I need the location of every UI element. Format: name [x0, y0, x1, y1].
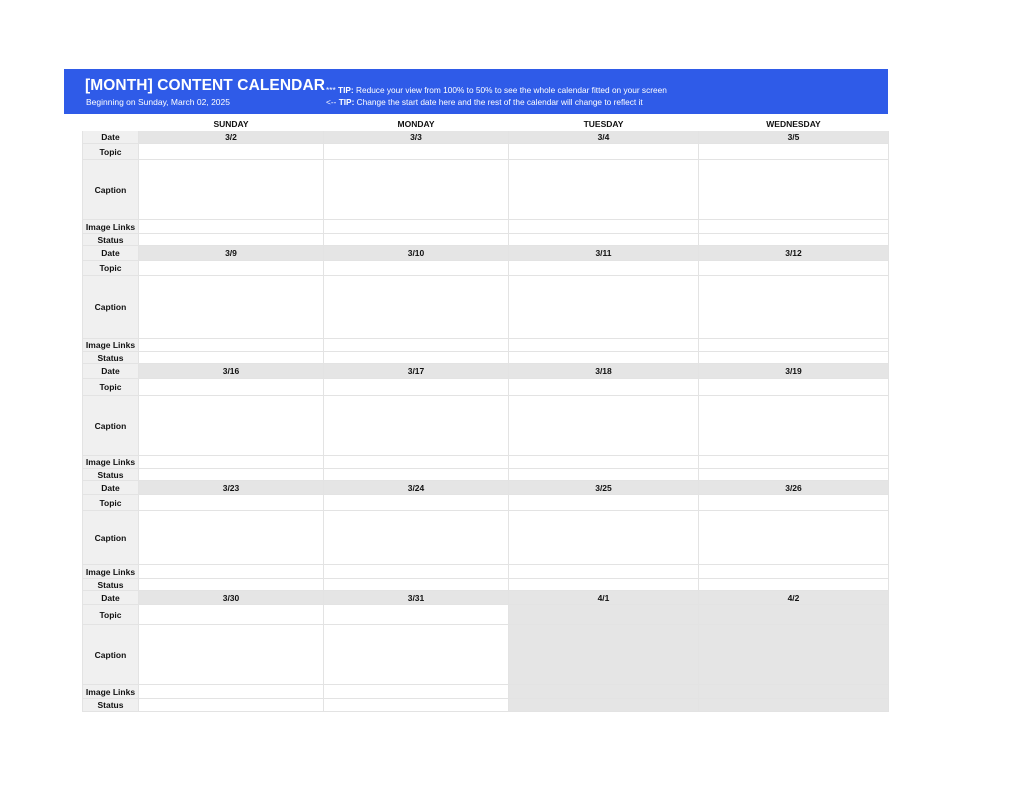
status-cell[interactable] [509, 699, 699, 712]
image-links-cell[interactable] [699, 456, 889, 469]
date-cell[interactable]: 3/23 [139, 481, 324, 495]
tip-zoom-prefix: *** [326, 85, 338, 95]
row-label-image-links: Image Links [83, 339, 139, 352]
day-header: TUESDAY [509, 117, 699, 131]
row-label-image-links: Image Links [83, 565, 139, 579]
week-5-caption-row [83, 625, 889, 685]
date-cell[interactable]: 3/16 [139, 364, 324, 379]
caption-cell[interactable] [509, 396, 699, 456]
caption-cell[interactable] [509, 276, 699, 339]
row-label-image-links: Image Links [83, 685, 139, 699]
row-label-date: Date [83, 481, 139, 495]
image-links-cell[interactable] [509, 339, 699, 352]
row-label-topic: Topic [83, 144, 139, 160]
caption-cell[interactable] [139, 160, 324, 220]
calendar-body [83, 131, 889, 712]
week-1-status-row [83, 234, 889, 246]
row-label-image-links: Image Links [83, 456, 139, 469]
image-links-cell[interactable] [509, 220, 699, 234]
row-label-topic: Topic [83, 379, 139, 396]
date-cell[interactable]: 3/30 [139, 591, 324, 605]
image-links-cell[interactable] [509, 456, 699, 469]
status-cell[interactable] [324, 469, 509, 481]
week-2-image-links-row [83, 339, 889, 352]
date-cell[interactable]: 3/26 [699, 481, 889, 495]
status-cell[interactable] [509, 352, 699, 364]
row-label-status: Status [83, 234, 139, 246]
row-label-caption: Caption [83, 276, 139, 339]
status-cell[interactable] [699, 469, 889, 481]
date-cell[interactable]: 4/2 [699, 591, 889, 605]
topic-cell[interactable] [699, 605, 889, 625]
status-cell[interactable] [324, 579, 509, 591]
image-links-cell[interactable] [139, 565, 324, 579]
week-1-image-links-row [83, 220, 889, 234]
day-header: MONDAY [324, 117, 509, 131]
row-label-date: Date [83, 591, 139, 605]
date-cell[interactable]: 3/24 [324, 481, 509, 495]
week-2-status-row [83, 352, 889, 364]
week-5-date-row [83, 591, 889, 605]
day-header-row [83, 117, 889, 131]
tip-start-text: Change the start date here and the rest of the calendar will change to reflect it [354, 97, 643, 107]
topic-cell[interactable] [139, 495, 324, 511]
caption-cell[interactable] [139, 511, 324, 565]
row-label-status: Status [83, 469, 139, 481]
status-cell[interactable] [139, 352, 324, 364]
image-links-cell[interactable] [699, 339, 889, 352]
status-cell[interactable] [699, 699, 889, 712]
row-label-date: Date [83, 131, 139, 144]
topic-cell[interactable] [509, 261, 699, 276]
topic-cell[interactable] [324, 605, 509, 625]
topic-cell[interactable] [139, 605, 324, 625]
week-4-topic-row [83, 495, 889, 511]
image-links-cell[interactable] [139, 685, 324, 699]
topic-cell[interactable] [509, 379, 699, 396]
row-label-caption: Caption [83, 160, 139, 220]
status-cell[interactable] [324, 352, 509, 364]
date-cell[interactable]: 3/4 [509, 131, 699, 144]
topic-cell[interactable] [324, 495, 509, 511]
date-cell[interactable]: 3/18 [509, 364, 699, 379]
date-cell[interactable]: 3/3 [324, 131, 509, 144]
topic-cell[interactable] [324, 379, 509, 396]
date-cell[interactable]: 3/17 [324, 364, 509, 379]
date-cell[interactable]: 3/2 [139, 131, 324, 144]
tip-start-label: TIP: [338, 97, 355, 107]
week-1-caption-row [83, 160, 889, 220]
status-cell[interactable] [699, 579, 889, 591]
tip-start-prefix: <-- [326, 97, 339, 107]
row-label-image-links: Image Links [83, 220, 139, 234]
topic-cell[interactable] [139, 379, 324, 396]
row-label-caption: Caption [83, 511, 139, 565]
caption-cell[interactable] [139, 625, 324, 685]
calendar-grid [82, 116, 889, 712]
topic-cell[interactable] [139, 144, 324, 160]
caption-cell[interactable] [324, 160, 509, 220]
topic-cell[interactable] [699, 495, 889, 511]
image-links-cell[interactable] [509, 565, 699, 579]
week-4-image-links-row [83, 565, 889, 579]
status-cell[interactable] [699, 234, 889, 246]
day-header: WEDNESDAY [699, 117, 889, 131]
calendar-header [64, 69, 888, 114]
caption-cell[interactable] [139, 396, 324, 456]
status-cell[interactable] [699, 352, 889, 364]
week-3-caption-row [83, 396, 889, 456]
image-links-cell[interactable] [324, 220, 509, 234]
topic-cell[interactable] [324, 144, 509, 160]
caption-cell[interactable] [139, 276, 324, 339]
week-2-topic-row [83, 261, 889, 276]
status-cell[interactable] [324, 234, 509, 246]
caption-cell[interactable] [509, 625, 699, 685]
caption-cell[interactable] [699, 396, 889, 456]
status-cell[interactable] [509, 469, 699, 481]
week-1-date-row [83, 131, 889, 144]
calendar-title: [MONTH] CONTENT CALENDAR [85, 77, 326, 94]
status-cell[interactable] [509, 234, 699, 246]
date-cell[interactable]: 3/25 [509, 481, 699, 495]
caption-cell[interactable] [699, 276, 889, 339]
week-5-topic-row [83, 605, 889, 625]
topic-cell[interactable] [509, 605, 699, 625]
caption-cell[interactable] [509, 511, 699, 565]
date-cell[interactable]: 3/9 [139, 246, 324, 261]
week-3-date-row [83, 364, 889, 379]
image-links-cell[interactable] [324, 456, 509, 469]
row-label-status: Status [83, 579, 139, 591]
caption-cell[interactable] [324, 625, 509, 685]
row-label-date: Date [83, 246, 139, 261]
date-cell[interactable]: 4/1 [509, 591, 699, 605]
calendar-start-date[interactable]: Beginning on Sunday, March 02, 2025 [86, 97, 230, 107]
week-3-status-row [83, 469, 889, 481]
row-label-status: Status [83, 352, 139, 364]
image-links-cell[interactable] [324, 565, 509, 579]
row-label-caption: Caption [83, 396, 139, 456]
tip-zoom-text: Reduce your view from 100% to 50% to see the whole calendar fitted on your screen [353, 85, 667, 95]
caption-cell[interactable] [509, 160, 699, 220]
date-cell[interactable]: 3/5 [699, 131, 889, 144]
topic-cell[interactable] [509, 495, 699, 511]
tip-zoom-label: TIP: [338, 85, 354, 95]
week-4-caption-row [83, 511, 889, 565]
image-links-cell[interactable] [509, 685, 699, 699]
date-cell[interactable]: 3/12 [699, 246, 889, 261]
caption-cell[interactable] [324, 511, 509, 565]
image-links-cell[interactable] [324, 685, 509, 699]
week-2-date-row [83, 246, 889, 261]
week-2-caption-row [83, 276, 889, 339]
week-1-topic-row [83, 144, 889, 160]
week-4-date-row [83, 481, 889, 495]
caption-cell[interactable] [324, 276, 509, 339]
topic-cell[interactable] [699, 144, 889, 160]
topic-cell[interactable] [509, 144, 699, 160]
row-label-topic: Topic [83, 605, 139, 625]
status-cell[interactable] [139, 469, 324, 481]
row-label-status: Status [83, 699, 139, 712]
topic-cell[interactable] [699, 261, 889, 276]
week-4-status-row [83, 579, 889, 591]
status-cell[interactable] [139, 234, 324, 246]
image-links-cell[interactable] [139, 339, 324, 352]
row-label-caption: Caption [83, 625, 139, 685]
date-cell[interactable]: 3/11 [509, 246, 699, 261]
date-cell[interactable]: 3/10 [324, 246, 509, 261]
week-5-image-links-row [83, 685, 889, 699]
image-links-cell[interactable] [139, 456, 324, 469]
image-links-cell[interactable] [699, 220, 889, 234]
day-header: SUNDAY [139, 117, 324, 131]
tip-zoom [326, 85, 667, 95]
caption-cell[interactable] [699, 625, 889, 685]
date-cell[interactable]: 3/31 [324, 591, 509, 605]
caption-cell[interactable] [324, 396, 509, 456]
row-label-topic: Topic [83, 495, 139, 511]
week-3-topic-row [83, 379, 889, 396]
image-links-cell[interactable] [699, 565, 889, 579]
status-cell[interactable] [139, 579, 324, 591]
status-cell[interactable] [139, 699, 324, 712]
row-label-date: Date [83, 364, 139, 379]
status-cell[interactable] [509, 579, 699, 591]
caption-cell[interactable] [699, 511, 889, 565]
tip-start-date [326, 97, 643, 107]
topic-cell[interactable] [139, 261, 324, 276]
date-cell[interactable]: 3/19 [699, 364, 889, 379]
corner-cell [83, 117, 139, 131]
image-links-cell[interactable] [699, 685, 889, 699]
caption-cell[interactable] [699, 160, 889, 220]
week-5-status-row [83, 699, 889, 712]
week-3-image-links-row [83, 456, 889, 469]
image-links-cell[interactable] [324, 339, 509, 352]
topic-cell[interactable] [324, 261, 509, 276]
topic-cell[interactable] [699, 379, 889, 396]
image-links-cell[interactable] [139, 220, 324, 234]
row-label-topic: Topic [83, 261, 139, 276]
status-cell[interactable] [324, 699, 509, 712]
